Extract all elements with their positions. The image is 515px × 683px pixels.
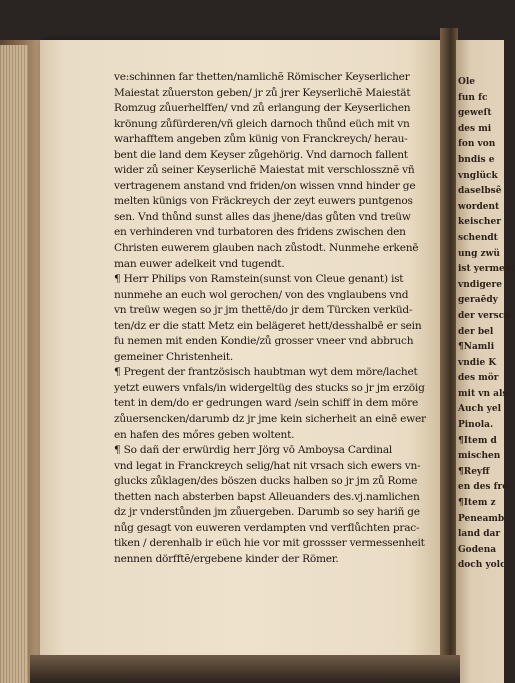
text-line: gemeiner Christenheit.	[114, 350, 234, 363]
text-line: vertragenem anstand vnd friden/on wissen vnnd hinder ge	[114, 179, 416, 192]
text-line: tiken / derenhalb ir eüch hie vor mit grossser vermessenheit	[114, 537, 425, 550]
text-line: nunmehe an euch wol gerochen/ von des vnglaubens vnd	[114, 288, 409, 301]
main-text-block	[114, 70, 429, 568]
facing-line: ist yerment	[458, 264, 515, 275]
facing-line: mit vn als	[458, 388, 508, 399]
facing-line: Auch yel	[458, 404, 502, 415]
text-line: en verhinderen vnd turbatoren des fridens zwischen den	[114, 226, 406, 239]
text-line: thetten nach absterben bapst Alleuanders des.vj.namlichen	[114, 490, 420, 503]
text-line: ve:schinnen far thetten/namlichẽ Römischer Keyserlicher	[114, 71, 410, 83]
text-line: yetzt euwers vnfals/in widergeltüg des stucks so jr jm erzöig	[114, 381, 425, 394]
facing-line: vndigere	[458, 279, 502, 290]
facing-line: land dar	[458, 529, 501, 540]
facing-line: ¶Item z	[458, 498, 496, 509]
facing-line: geweſt	[458, 108, 492, 119]
facing-line: en des fro	[458, 482, 509, 493]
text-line: melten künigs von Fräckreych der zeyt euwers puntgenos	[114, 195, 413, 208]
facing-line: schendt	[458, 232, 498, 243]
text-line: ¶ Herr Philips von Ramstein(sunst von Cleue genant) ist	[114, 273, 404, 286]
text-line: Maiestat zůuerston geben/ jr zů jrer Keyserlichẽ Maiestät	[114, 86, 411, 99]
facing-line: des mi	[458, 123, 492, 134]
text-line: en hafen des mőres geben woltent.	[114, 428, 295, 441]
text-line: bent die land dem Keyser zůgehörig. Vnd darnoch fallent	[114, 148, 408, 161]
facing-line: geraēdy	[458, 295, 498, 306]
text-line: nůg gesagt von euweren verdampten vnd verflůchten prac-	[114, 521, 420, 534]
facing-line: der versch	[458, 310, 511, 321]
facing-line: fun fc	[458, 92, 488, 103]
facing-line: doch yolc	[458, 560, 506, 571]
text-line: ¶ So dañ der erwürdig herr Jörg vō Amboysa Cardinal	[114, 444, 393, 457]
facing-line: Peneamb	[458, 513, 505, 524]
facing-line: fon von	[458, 139, 496, 150]
text-line: dz jr vnderstůnden jm zůuergeben. Darumb so sey hariñ ge	[114, 506, 420, 519]
facing-line: ¶Reyff	[458, 466, 490, 477]
facing-line: ung zwü	[458, 248, 500, 259]
text-line: vnd legat in Franckreych selig/hat nit vrsach sich ewers vn-	[114, 459, 421, 472]
text-line: fu nemen mit enden Kondie/zů grosser vneer vnd abbruch	[114, 335, 414, 348]
text-line: nennen dörfftẽ/ergebene kinder der Römer.	[114, 552, 339, 565]
facing-page-text	[458, 75, 515, 574]
facing-line: Godena	[458, 544, 497, 555]
facing-line: ¶Namli	[458, 342, 495, 353]
facing-line: der bel	[458, 326, 494, 337]
text-line: Christen euwerem glauben nach zůstodt. Nunmehe erkenē	[114, 242, 419, 255]
facing-line: vndie K	[458, 357, 497, 368]
text-line: wider zů seiner Keyserlichẽ Maiestat mit verschlossznẽ vñ	[114, 164, 415, 177]
text-line: ¶ Pregent der frantzösisch haubtman wyt dem möre/lachet	[114, 366, 418, 379]
bottom-shadow	[30, 655, 460, 683]
facing-line: mischen	[458, 451, 501, 462]
text-line: sen. Vnd thůnd sunst alles das jhene/das gůten vnd treüw	[114, 210, 411, 223]
page-edges	[0, 45, 28, 683]
facing-line: vnglück	[458, 170, 498, 181]
text-line: Romzug zůuerhelffen/ vnd zů erlangung der Keyserlichen	[114, 102, 411, 115]
text-line: ten/dz er die statt Metz ein belägeret hett/desshalbē er sein	[114, 319, 422, 332]
facing-line: des mör	[458, 373, 499, 384]
text-line: krönung zůfürderen/vñ gleich darnoch thůnd eüch mit vn	[114, 117, 410, 130]
facing-line: bndis e	[458, 154, 495, 165]
text-line: zůuersencken/darumb dz jr jme kein sicherheit an einē ewer	[114, 413, 426, 426]
facing-line: daselbsẽ	[458, 186, 502, 197]
facing-line: Pinola.	[458, 420, 494, 431]
facing-line: wordent	[458, 201, 500, 212]
text-line: tent in dem/do er gedrungen ward /sein schiff in dem möre	[114, 397, 419, 410]
facing-line: Ole	[458, 77, 475, 87]
text-line: glucks zůklagen/des böszen ducks halben so jr jm zů Rome	[114, 475, 418, 488]
text-line: vn treüw wegen so jr jm thettē/do jr dem Türcken verküd-	[114, 304, 413, 317]
text-line: man euwer adelkeit vnd tugendt.	[114, 257, 285, 270]
facing-line: keischer	[458, 217, 501, 228]
facing-line: ¶Item d	[458, 435, 497, 446]
text-line: warhafftem angeben zům künig von Franckreych/ herau-	[114, 133, 408, 146]
